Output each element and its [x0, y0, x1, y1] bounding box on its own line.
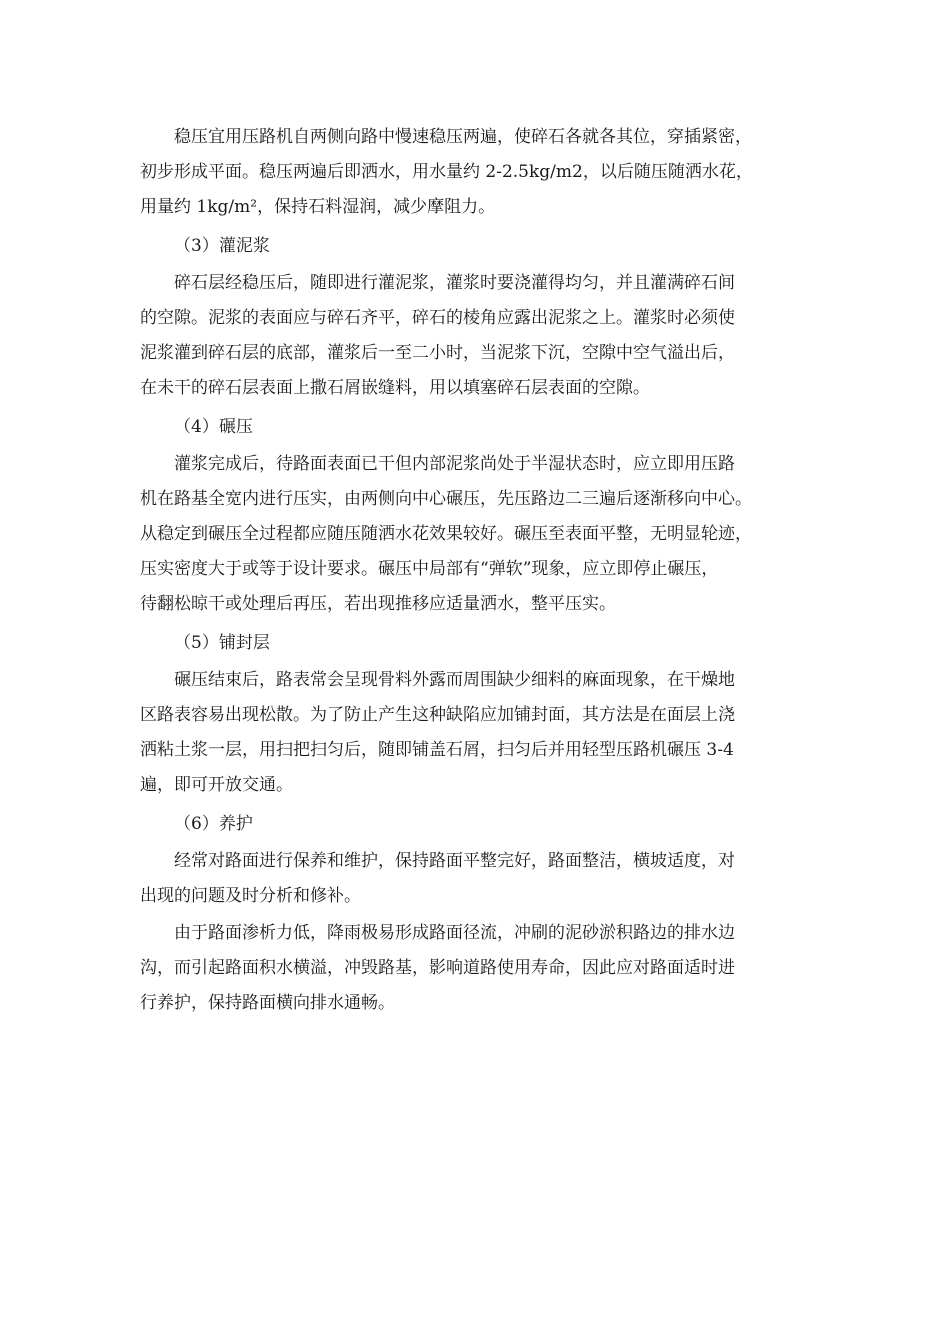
- section-heading-maintenance: （6）养护: [174, 814, 253, 834]
- text-line: 稳压宜用压路机自两侧向路中慢速稳压两遍，使碎石各就各其位，穿插紧密，: [174, 127, 752, 147]
- section-heading-grouting: （3）灌泥浆: [174, 236, 270, 256]
- text-line: 沟，而引起路面积水横溢，冲毁路基，影响道路使用寿命，因此应对路面适时进: [140, 958, 735, 978]
- paragraph-grouting: [140, 266, 830, 406]
- paragraph-drainage: [140, 916, 830, 1021]
- document-page: [140, 120, 830, 1021]
- text-line: 洒粘土浆一层，用扫把扫匀后，随即铺盖石屑，扫匀后并用轻型压路机碾压 3-4: [140, 740, 734, 760]
- text-line: 初步形成平面。稳压两遍后即洒水，用水量约 2-2.5kg/m2，以后随压随洒水花，: [140, 162, 753, 182]
- paragraph-rolling: [140, 447, 830, 622]
- text-line: 压实密度大于或等于设计要求。碾压中局部有“弹软”现象，应立即停止碾压，: [140, 559, 719, 579]
- section-heading-rolling: （4）碾压: [174, 417, 253, 437]
- text-line: 行养护，保持路面横向排水通畅。: [140, 993, 395, 1013]
- paragraph-maintenance: [140, 844, 830, 914]
- paragraph-stabilization: [140, 120, 830, 225]
- text-line: 区路表容易出现松散。为了防止产生这种缺陷应加铺封面，其方法是在面层上浇: [140, 705, 735, 725]
- text-line: 待翻松晾干或处理后再压，若出现推移应适量洒水，整平压实。: [140, 594, 616, 614]
- text-line: 用量约 1kg/m²，保持石料湿润，减少摩阻力。: [140, 197, 496, 217]
- text-line: 机在路基全宽内进行压实，由两侧向中心碾压，先压路边二三遍后逐渐移向中心。: [140, 489, 752, 509]
- section-heading-seal-coat: （5）铺封层: [174, 633, 270, 653]
- text-line: 经常对路面进行保养和维护，保持路面平整完好，路面整洁，横坡适度，对: [174, 851, 735, 871]
- text-line: 灌浆完成后，待路面表面已干但内部泥浆尚处于半湿状态时，应立即用压路: [174, 454, 735, 474]
- text-line: 泥浆灌到碎石层的底部，灌浆后一至二小时，当泥浆下沉，空隙中空气溢出后，: [140, 343, 735, 363]
- text-line: 碾压结束后，路表常会呈现骨料外露而周围缺少细料的麻面现象，在干燥地: [174, 670, 735, 690]
- text-line: 由于路面渗析力低，降雨极易形成路面径流，冲刷的泥砂淤积路边的排水边: [174, 923, 735, 943]
- text-line: 遍，即可开放交通。: [140, 775, 293, 795]
- text-line: 出现的问题及时分析和修补。: [140, 886, 361, 906]
- text-line: 在未干的碎石层表面上撒石屑嵌缝料，用以填塞碎石层表面的空隙。: [140, 378, 650, 398]
- text-line: 从稳定到碾压全过程都应随压随洒水花效果较好。碾压至表面平整，无明显轮迹，: [140, 524, 752, 544]
- text-line: 碎石层经稳压后，随即进行灌泥浆，灌浆时要浇灌得均匀，并且灌满碎石间: [174, 273, 735, 293]
- text-line: 的空隙。泥浆的表面应与碎石齐平，碎石的棱角应露出泥浆之上。灌浆时必须使: [140, 308, 735, 328]
- paragraph-seal-coat: [140, 663, 830, 803]
